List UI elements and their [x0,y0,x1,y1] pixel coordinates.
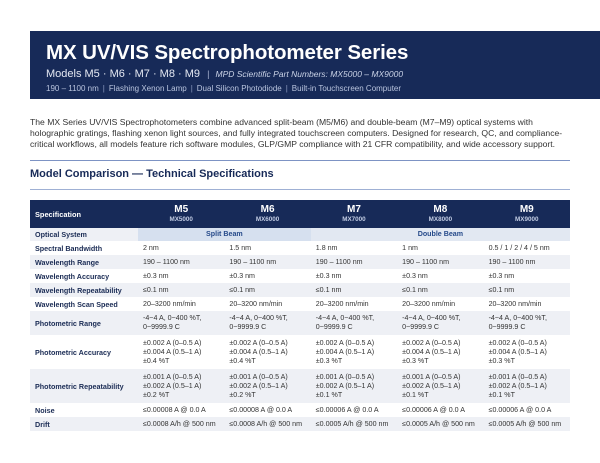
table-cell [311,335,397,369]
cell-line: ±0.1 %T [315,390,343,399]
model-name: M6 [260,204,275,215]
table-cell [224,417,310,431]
table-cell [138,403,224,417]
subtitle-separator: | [207,69,210,79]
cell-line: ≤0.00006 A @ 0.0 A [315,405,379,414]
cell-line: ≤0.00008 A @ 0.0 A [143,405,206,414]
cell-line: ±0.004 A (0.5–1 A) [402,347,461,356]
cell-line: 2 nm [143,243,159,252]
cell-line: 190 – 1100 nm [143,257,190,266]
cell-line: ±0.3 %T [402,356,429,365]
table-cell [397,369,483,403]
cell-line: ±0.3 %T [488,356,515,365]
table-cell [224,269,310,283]
models-line: Models M5 · M6 · M7 · M8 · M9 [46,68,201,80]
feature-item: Dual Silicon Photodiode [196,84,282,93]
table-cell [484,369,570,403]
cell-line: 1.8 nm [315,243,338,252]
cell-line: ±0.002 A (0–0.5 A) [229,338,288,347]
table-cell [311,297,397,311]
cell-line: 190 – 1100 nm [402,257,449,266]
cell-line: ≤0.1 nm [488,285,515,294]
cell-line: 190 – 1100 nm [229,257,277,266]
table-cell [138,335,224,369]
model-column-header [484,200,570,228]
cell-line: ±0.002 A (0–0.5 A) [315,338,375,347]
row-label: Wavelength Range [30,255,138,269]
table-cell [311,369,397,403]
table-cell [138,283,224,297]
model-name: M7 [347,204,361,215]
table-row [30,283,570,297]
table-row [30,417,570,431]
model-column-header [224,200,310,228]
cell-line: 0~9999.9 C [488,323,526,331]
cell-line: ±0.3 nm [315,271,342,280]
cell-line: ±0.002 A (0–0.5 A) [143,338,202,347]
model-part-number: MX7000 [342,216,366,223]
row-label: Wavelength Repeatability [30,283,138,297]
cell-line: ±0.1 %T [402,390,429,399]
intro-paragraph: The MX Series UV/VIS Spectrophotometers combine advanced split-beam (M5/M6) and double-beam (M7–M9) optical systems with holographic gratings, flashing xenon light sources, and fully integrated touchscreen computers. Designed for research, QC, and compliance-critical workflows, all models feature rich software modules, GLP/GMP compliance with 21 CFR compatibility, and wide accessory support. [30,117,563,149]
cell-line: ±0.3 nm [229,271,255,280]
optical-system-row [30,228,570,241]
feature-item: Flashing Xenon Lamp [108,84,187,93]
cell-line: ±0.002 A (0.5–1 A) [315,381,375,390]
cell-line: 0~9999.9 C [402,323,440,331]
cell-line: ≤0.00008 A @ 0.0 A [229,405,293,414]
cell-line: ±0.004 A (0.5–1 A) [143,347,202,356]
cell-line: ±0.004 A (0.5–1 A) [229,347,288,356]
table-cell [484,255,570,269]
table-cell [311,255,397,269]
table-cell [484,335,570,369]
row-label: Spectral Bandwidth [30,241,138,255]
spec-column-header: Specification [30,200,138,228]
cell-line: ±0.001 A (0–0.5 A) [143,372,202,381]
cell-line: ±0.2 %T [229,390,256,399]
model-part-number: MX5000 [169,216,193,223]
feature-item: Built-in Touchscreen Computer [291,84,402,93]
cell-line: ±0.3 nm [488,271,515,280]
cell-line: ≤0.0005 A/h @ 500 nm [315,419,389,428]
table-row [30,269,570,283]
cell-line: 1 nm [402,243,418,252]
cell-line: ±0.001 A (0–0.5 A) [315,372,375,381]
table-row [30,369,570,403]
table-cell [311,241,397,255]
table-cell [224,241,310,255]
row-label: Wavelength Accuracy [30,269,138,283]
table-cell [397,311,483,335]
table-cell [311,417,397,431]
feature-separator: | [102,84,105,93]
cell-line: ±0.002 A (0–0.5 A) [488,338,547,347]
table-cell [397,269,483,283]
row-label: Photometric Accuracy [30,335,138,369]
split-beam-group: Split Beam [138,228,311,241]
cell-line: 190 – 1100 nm [315,257,363,266]
table-cell [397,241,483,255]
cell-line: ±0.4 %T [229,356,256,365]
table-cell [311,283,397,297]
row-label: Drift [30,417,138,431]
page-title: MX UV/VIS Spectrophotometer Series [46,41,409,64]
cell-line: ±0.3 nm [143,271,169,280]
table-header-row [30,200,570,228]
table-cell [484,283,570,297]
table-cell [138,255,224,269]
cell-line: 0~9999.9 C [315,323,353,331]
table-row [30,297,570,311]
cell-line: 20–3200 nm/min [315,299,369,308]
table-cell [138,241,224,255]
table-cell [397,297,483,311]
table-row [30,311,570,335]
table-cell [311,311,397,335]
cell-line: ≤0.0008 A/h @ 500 nm [229,419,303,428]
cell-line: ±0.002 A (0.5–1 A) [229,381,288,390]
table-cell [224,369,310,403]
table-cell [224,297,310,311]
table-cell [311,269,397,283]
cell-line: ≤0.0005 A/h @ 500 nm [402,419,475,428]
table-cell [224,335,310,369]
model-name: M5 [174,204,189,215]
model-part-number: MX6000 [255,216,280,223]
cell-line: ±0.002 A (0–0.5 A) [402,338,461,347]
section-title: Model Comparison — Technical Specifications [30,168,274,180]
table-cell [224,255,310,269]
cell-line: ≤0.1 nm [229,285,255,294]
cell-line: -4~4 A, 0~400 %T, [229,314,288,322]
cell-line: ±0.001 A (0–0.5 A) [229,372,288,381]
cell-line: ≤0.1 nm [143,285,169,294]
table-cell [484,417,570,431]
cell-line: -4~4 A, 0~400 %T, [315,314,375,322]
row-label: Optical System [30,228,138,241]
row-label: Photometric Repeatability [30,369,138,403]
model-column-header [397,200,483,228]
model-column-header [138,200,224,228]
table-cell [484,241,570,255]
cell-line: ±0.004 A (0.5–1 A) [315,347,375,356]
table-cell [138,297,224,311]
table-row [30,255,570,269]
cell-line: -4~4 A, 0~400 %T, [488,314,547,322]
cell-line: ±0.002 A (0.5–1 A) [488,381,547,390]
table-cell [311,403,397,417]
cell-line: ≤0.1 nm [402,285,428,294]
cell-line: 20–3200 nm/min [143,299,196,308]
part-numbers: MPD Scientific Part Numbers: MX5000 – MX9000 [215,69,404,79]
cell-line: ±0.3 %T [315,356,343,365]
model-name: M8 [433,204,448,215]
table-cell [224,311,310,335]
cell-line: -4~4 A, 0~400 %T, [402,314,461,322]
table-cell [397,417,483,431]
cell-line: 190 – 1100 nm [488,257,536,266]
table-row [30,335,570,369]
cell-line: 20–3200 nm/min [402,299,456,308]
table-cell [224,283,310,297]
model-part-number: MX9000 [515,216,539,223]
table-cell [397,403,483,417]
table-row [30,241,570,255]
table-cell [484,311,570,335]
divider [30,189,570,190]
cell-line: ±0.004 A (0.5–1 A) [488,347,547,356]
cell-line: ≤0.1 nm [315,285,342,294]
spec-table [30,200,570,431]
cell-line: 0~9999.9 C [229,323,267,331]
table-cell [138,269,224,283]
feature-separator: | [285,84,288,93]
cell-line: 0.5 / 1 / 2 / 4 / 5 nm [488,243,550,252]
divider [30,160,570,161]
feature-item: 190 – 1100 nm [46,84,99,93]
table-cell [484,269,570,283]
row-label: Noise [30,403,138,417]
cell-line: ±0.1 %T [488,390,515,399]
table-cell [224,403,310,417]
cell-line: 0~9999.9 C [143,323,180,331]
cell-line: ≤0.0005 A/h @ 500 nm [488,419,562,428]
row-label: Photometric Range [30,311,138,335]
header-banner [0,0,600,103]
table-cell [484,403,570,417]
cell-line: ≤0.00006 A @ 0.0 A [402,405,465,414]
feature-strip [46,84,600,93]
table-cell [397,283,483,297]
double-beam-group: Double Beam [311,228,570,241]
table-row [30,403,570,417]
model-name: M9 [519,204,534,215]
cell-line: ±0.3 nm [402,271,428,280]
cell-line: 20–3200 nm/min [229,299,283,308]
cell-line: ±0.001 A (0–0.5 A) [488,372,547,381]
cell-line: ±0.2 %T [143,390,170,399]
header-panel [30,31,600,99]
models-subtitle [46,68,600,81]
table-cell [397,255,483,269]
cell-line: ±0.001 A (0–0.5 A) [402,372,461,381]
cell-line: 20–3200 nm/min [488,299,542,308]
cell-line: 1.5 nm [229,243,252,252]
model-column-header [311,200,397,228]
cell-line: ±0.4 %T [143,356,170,365]
cell-line: ≤0.00006 A @ 0.0 A [488,405,552,414]
row-label: Wavelength Scan Speed [30,297,138,311]
model-part-number: MX8000 [428,216,453,223]
table-cell [484,297,570,311]
feature-separator: | [190,84,193,93]
cell-line: -4~4 A, 0~400 %T, [143,314,202,322]
cell-line: ±0.002 A (0.5–1 A) [402,381,461,390]
table-cell [138,417,224,431]
cell-line: ≤0.0008 A/h @ 500 nm [143,419,216,428]
cell-line: ±0.002 A (0.5–1 A) [143,381,202,390]
table-cell [138,311,224,335]
table-cell [397,335,483,369]
table-cell [138,369,224,403]
